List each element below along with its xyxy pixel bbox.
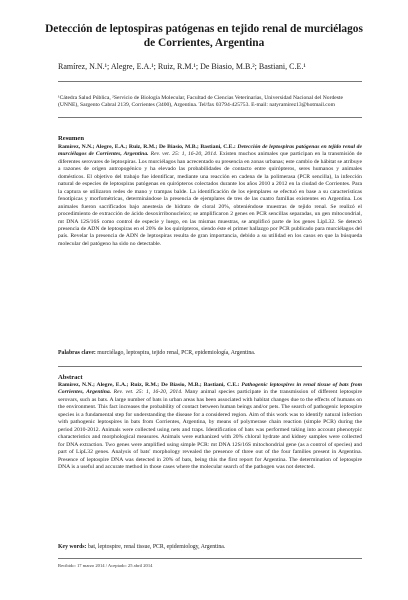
received-accepted-dates: Recibido: 17 marzo 2014 / Aceptado: 25 abril 2014 (58, 563, 153, 568)
abstract-keywords-label: Key words: (58, 544, 87, 550)
abstract-citation-title: Pathogenic leptospires in renal tissue of bats from Corrientes, Argentina. (58, 382, 362, 396)
abstract-text: Many animal species participate in the transmission of different leptospire serovars, such as bats. A large number of bats in urban areas has been associated with habitat changes due to the effects of humans on the environment. This fact increases the probability of contact between human beings and/or pets. The search of pathogenic leptospire species is a fundamental step for understanding the disease for a considered region. Aim of this work was to identify natural infection with pathogenic leptospires in bats from Corrientes, Argentina, by means of polymerase chain reaction (simple PCR) during the period 2010-2012. Animals were collected using nets and traps. Identification of bats was performed taking into account phenotypic characteristics and morphological measures. Animals were euthanized with 20% chloral hydrate and kidney samples were collected for DNA extraction. Two genes were amplified using simple PCR: mt DNA 12S/16S mitochondrial gene (as a control of species) and part of LipL32 genes. Analysis of bats' morphology revealed the presence of three out of the four families present in Argentina. Presence of leptospire DNA was detected in 20% of bats, being this the first report for Argentina. The determination of leptospire DNA is a useful and accurate method in those cases where the molecular search of the pathogen was not detected. (58, 389, 362, 470)
abstract-citation-authors: Ramírez, N.N.; Alegre, E.A.; Ruiz, R.M.; De Biasio, M.B.; Bastiani, C.E.: (58, 382, 240, 388)
abstract-keywords-text: bat, leptospire, renal tissue, PCR, epidemiology, Argentina. (87, 544, 226, 550)
divider-affiliation (58, 117, 362, 118)
abstract-citation-ref: Rev. vet. 25: 1, 16-20, 2014. (113, 389, 183, 396)
divider-bottom (58, 558, 362, 559)
abstract-heading: Abstract (58, 374, 83, 381)
article-title: Detección de leptospiras patógenas en tejido renal de murciélagos de Corrientes, Argentina (45, 23, 363, 49)
abstract-keywords (58, 544, 362, 552)
resumen-keywords (58, 350, 362, 358)
affiliation: ¹Cátedra Salud Pública, ²Servicio de Biología Molecular, Facultad de Ciencias Veterinarias, Universidad Nacional del Nordeste (UNNE), Sargento Cabral 2139, Corrientes (3400), Argentina. Tel/fax 03794-425753. E-mail: natyramirez13@hotmail.com (58, 95, 343, 109)
divider-resumen (58, 366, 362, 367)
resumen-citation-title: Detección de leptospiras patógenas en tejido renal de murciélagos de Corrientes, Argentina. (58, 144, 362, 158)
resumen-keywords-label: Palabras clave: (58, 350, 96, 356)
resumen-keywords-text: murciélago, leptospira, tejido renal, PCR, epidemiología, Argentina. (97, 350, 256, 356)
resumen-text: Existen muchos animales que participan en la transmisión de diferentes serovares de leptospiras. Los murciélagos han acrecentado su presencia en zonas urbanas; este cambio de hábitat se atribuye a razones de origen antropogénico y ha elevado las probabilidades de contacto entre quirópteros, seres humanos y animales domésticos. El objetivo del trabajo fue identificar, mediante una reacción en cadena de la polimerasa (PCR sencilla), la infección natural de especies de leptospiras patógenas en quirópteros colectados durante los años 2010 a 2012 en la ciudad de Corrientes. Para la captura se utilizaron redes de mano y trampas balde. La identificación de los ejemplares se efectuó en base a su características fenotípicas y morfométricas, determinándose la presencia de ejemplares de tres de las cuatro familias existentes en Argentina. Los animales fueron sacrificados bajo anestesia de hidrato de cloral 20%, obteniéndose muestras de tejido renal. Se realizó el procedimiento de extracción de ácido desoxirribonucleico; se amplificaron 2 genes en PCR sencillas separadas, un gen mitocondrial, mt DNA 12S/16S como control de especie y luego, en las mismas muestras, se amplificó parte de los genes LipL32. Se detectó presencia de ADN de leptospiras en el 20% de los quirópteros, siendo éste el primer hallazgo por PCR publicado para murciélagos del país. Revelar la presencia de ADN de leptospiras resulta de gran importancia, debido a su utilidad en los casos en que la búsqueda molecular del patógeno ha sido no detectable. (58, 151, 363, 247)
resumen-heading: Resumen (58, 135, 85, 142)
resumen-citation-ref: Rev. vet. 25: 1, 16-20, 2014. (150, 151, 218, 158)
abstract-body (58, 382, 362, 471)
author-list: Ramírez, N.N.¹; Alegre, E.A.¹; Ruiz, R.M.¹; De Biasio, M.B.²; Bastiani, C.E.¹ (58, 62, 306, 71)
resumen-citation-authors: Ramírez, N.N.; Alegre, E.A.; Ruiz, R.M.; De Biasio, M.B.; Bastiani, C.E.: (58, 144, 236, 150)
resumen-body (58, 144, 362, 248)
divider-top (58, 81, 362, 82)
